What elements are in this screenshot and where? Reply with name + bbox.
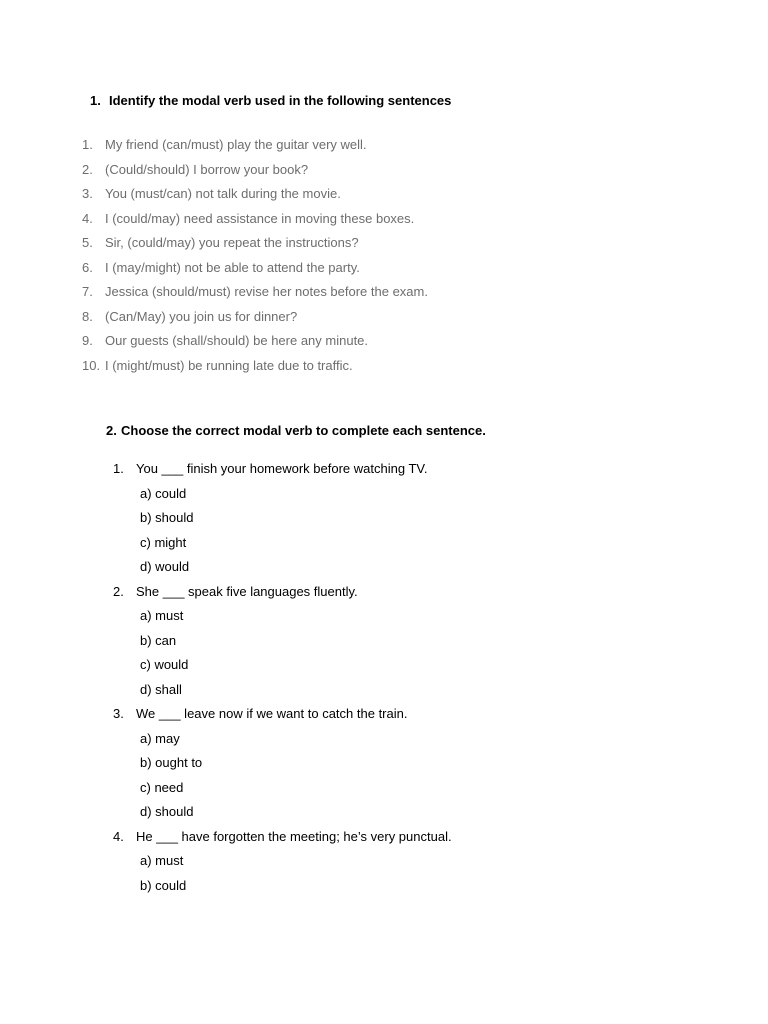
question-item — [113, 828, 452, 902]
sentence-text: I (may/might) not be able to attend the party. — [105, 259, 360, 275]
section-1-heading — [90, 93, 451, 108]
sentence-item — [82, 210, 428, 235]
sentence-item — [82, 283, 428, 308]
question-number: 4. — [113, 828, 124, 844]
answer-option: c) would — [140, 657, 189, 672]
section-2-heading — [106, 423, 486, 438]
answer-option: a) could — [140, 485, 187, 501]
question-item — [113, 460, 452, 583]
answer-option: a) must — [140, 608, 184, 623]
answer-option: c) need — [140, 779, 184, 795]
question-item — [113, 583, 452, 706]
section-2-number: 2. — [106, 423, 117, 438]
section-2-question-list — [113, 460, 452, 901]
question-line — [113, 705, 452, 730]
answer-option: b) ought to — [140, 755, 203, 770]
section-1-title: Identify the modal verb used in the following sentences — [109, 93, 452, 108]
section-1-number: 1. — [90, 93, 101, 108]
sentence-text: You (must/can) not talk during the movie. — [105, 186, 341, 201]
answer-option: b) should — [140, 510, 194, 525]
answer-option: c) might — [140, 534, 187, 550]
sentence-item — [82, 136, 428, 161]
sentence-number: 10. — [82, 357, 101, 373]
answer-option: d) would — [140, 559, 190, 574]
question-line — [113, 460, 452, 485]
sentence-item — [82, 308, 428, 333]
answer-options — [113, 730, 452, 828]
sentence-text: Sir, (could/may) you repeat the instructions? — [105, 235, 359, 250]
answer-options — [113, 852, 452, 901]
sentence-number: 5. — [82, 235, 93, 250]
question-line — [113, 828, 452, 853]
sentence-number: 9. — [82, 333, 93, 348]
sentence-number: 6. — [82, 259, 93, 275]
answer-options — [113, 485, 452, 583]
sentence-item — [82, 357, 428, 382]
sentence-number: 2. — [82, 161, 93, 177]
section-1-list — [82, 136, 428, 381]
sentence-text: Jessica (should/must) revise her notes before the exam. — [105, 284, 428, 299]
answer-option: a) may — [140, 730, 180, 746]
sentence-text: My friend (can/must) play the guitar very well. — [105, 137, 367, 152]
question-text: He ___ have forgotten the meeting; he’s very punctual. — [136, 828, 452, 844]
sentence-item — [82, 259, 428, 284]
sentence-item — [82, 185, 428, 210]
sentence-text: Our guests (shall/should) be here any minute. — [105, 333, 369, 348]
answer-options — [113, 607, 452, 705]
question-text: We ___ leave now if we want to catch the train. — [136, 706, 408, 721]
answer-option: d) shall — [140, 681, 182, 697]
sentence-item — [82, 332, 428, 357]
sentence-item — [82, 161, 428, 186]
answer-option: b) can — [140, 632, 177, 648]
sentence-text: I (might/must) be running late due to traffic. — [105, 357, 353, 373]
sentence-number: 4. — [82, 210, 93, 226]
sentence-number: 3. — [82, 186, 93, 201]
sentence-text: I (could/may) need assistance in moving these boxes. — [105, 210, 415, 226]
question-number: 3. — [113, 706, 124, 721]
question-text: You ___ finish your homework before watching TV. — [136, 461, 428, 476]
section-2-title: Choose the correct modal verb to complete each sentence. — [121, 423, 486, 438]
question-number: 2. — [113, 583, 124, 599]
answer-option: a) must — [140, 853, 184, 868]
sentence-text: (Can/May) you join us for dinner? — [105, 308, 298, 324]
question-item — [113, 705, 452, 828]
sentence-number: 7. — [82, 284, 93, 299]
sentence-number: 8. — [82, 308, 93, 324]
sentence-text: (Could/should) I borrow your book? — [105, 161, 309, 177]
question-line — [113, 583, 452, 608]
sentence-number: 1. — [82, 137, 93, 152]
question-number: 1. — [113, 461, 124, 476]
question-text: She ___ speak five languages fluently. — [136, 583, 358, 599]
sentence-item — [82, 234, 428, 259]
answer-option: b) could — [140, 877, 187, 893]
answer-option: d) should — [140, 804, 194, 819]
